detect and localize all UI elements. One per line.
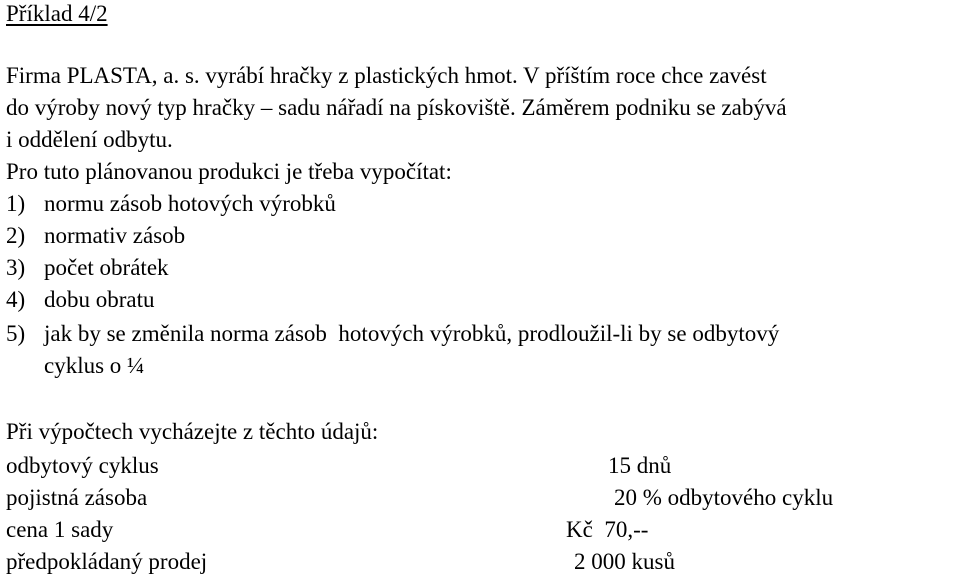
intro-line-1: Firma PLASTA, a. s. vyrábí hračky z plastických hmot. V příštím roce chce zavést bbox=[6, 63, 767, 88]
task-intro: Pro tuto plánovanou produkci je třeba vypočítat: bbox=[6, 159, 452, 184]
data-row-expected-sales bbox=[6, 546, 956, 578]
exercise-title: Příklad 4/2 bbox=[6, 1, 108, 26]
task-number: 5) bbox=[6, 321, 26, 346]
data-label: cena 1 sady bbox=[6, 517, 114, 542]
task-number: 1) bbox=[6, 191, 26, 216]
task-item-1 bbox=[6, 188, 336, 220]
task-text: dobu obratu bbox=[44, 287, 155, 312]
data-row-sales-cycle bbox=[6, 450, 956, 482]
data-row-unit-price bbox=[6, 514, 956, 546]
data-label: předpokládaný prodej bbox=[6, 549, 208, 574]
data-row-safety-stock bbox=[6, 482, 956, 514]
task-item-4 bbox=[6, 284, 155, 316]
data-value: 15 dnů bbox=[608, 453, 672, 478]
task-item-3 bbox=[6, 252, 169, 284]
task-text: jak by se změnila norma zásob hotových výrobků, prodloužil-li by se odbytový bbox=[44, 321, 780, 346]
data-intro: Při výpočtech vycházejte z těchto údajů: bbox=[6, 419, 379, 444]
task-number: 2) bbox=[6, 223, 26, 248]
intro-line-3: i oddělení odbytu. bbox=[6, 127, 173, 152]
data-value: 2 000 kusů bbox=[574, 549, 675, 574]
intro-line-2: do výroby nový typ hračky – sadu nářadí na pískoviště. Záměrem podniku se zabývá bbox=[6, 95, 787, 120]
task-number: 3) bbox=[6, 255, 26, 280]
data-value: 20 % odbytového cyklu bbox=[614, 485, 834, 510]
task-number: 4) bbox=[6, 287, 26, 312]
task-text: normu zásob hotových výrobků bbox=[44, 191, 336, 216]
task-text: normativ zásob bbox=[44, 223, 186, 248]
task-text: počet obrátek bbox=[44, 255, 169, 280]
data-value: Kč 70,-- bbox=[566, 517, 649, 542]
task-item-2 bbox=[6, 220, 185, 252]
data-label: odbytový cyklus bbox=[6, 453, 159, 478]
data-label: pojistná zásoba bbox=[6, 485, 148, 510]
task-item-5-continuation: cyklus o ¼ bbox=[44, 353, 145, 378]
task-item-5 bbox=[6, 318, 779, 350]
